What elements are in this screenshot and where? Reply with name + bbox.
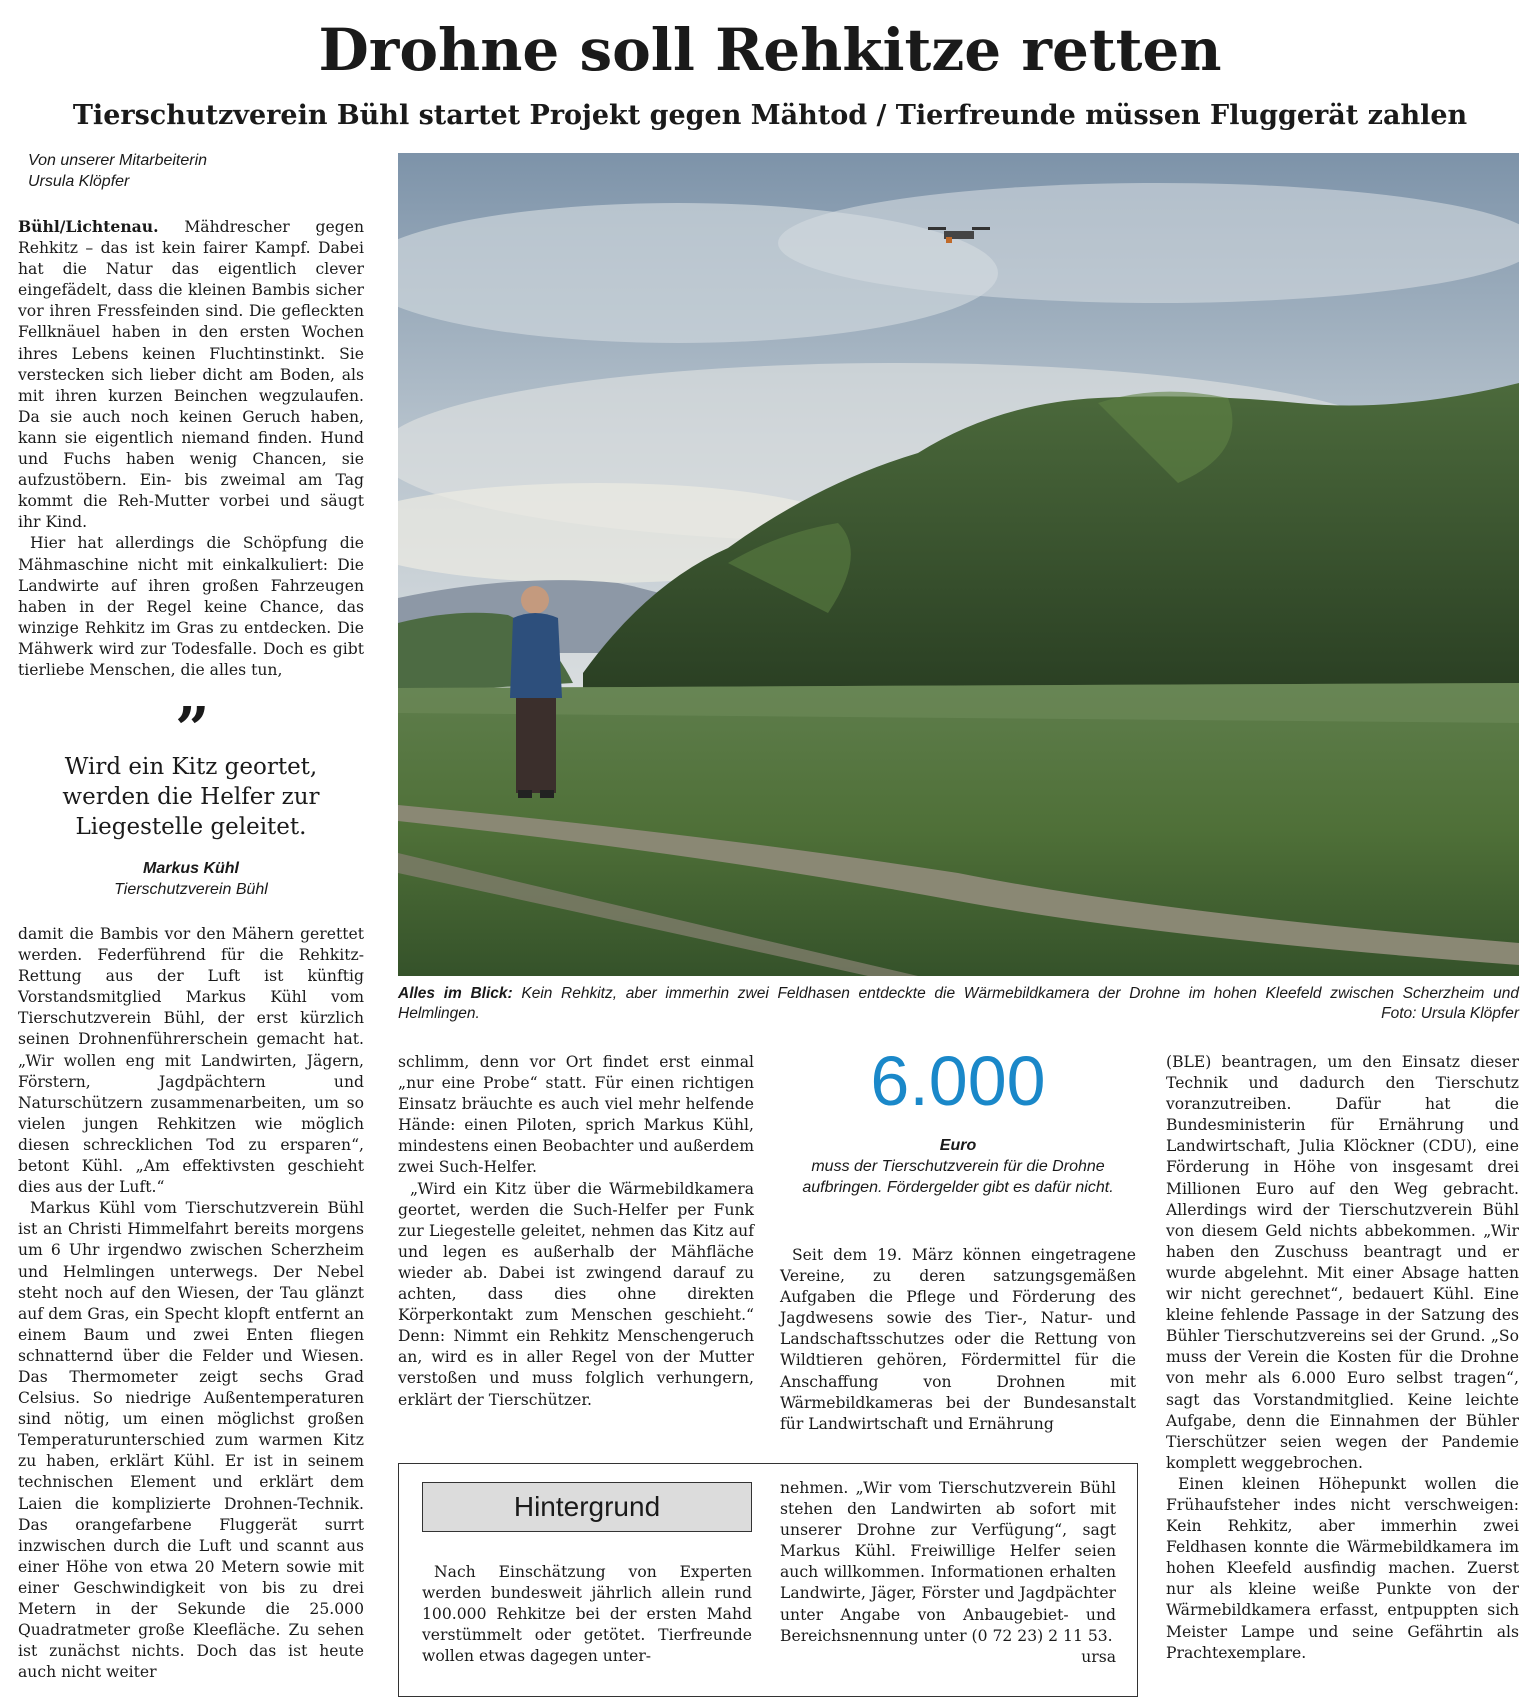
- article-paragraph: [18, 216, 364, 533]
- background-box-left-text: [422, 1562, 752, 1667]
- article-column-2: [398, 1052, 754, 1411]
- subheadline: Tierschutzverein Bühl startet Projekt gegen Mähtod / Tierfreunde müssen Fluggerät zahlen: [72, 100, 1468, 131]
- article-paragraph: Nach Einschätzung von Experten werden bundesweit jährlich allein rund 100.000 Rehkitze bei der ersten Mahd verstümmelt oder getötet. Tierfreunde wollen etwas dagegen unter-: [422, 1563, 752, 1666]
- article-column-3: [780, 1245, 1136, 1435]
- caption-lead: Alles im Blick:: [398, 985, 513, 1002]
- quote-mark: ”: [175, 695, 210, 765]
- article-column-4: [1166, 1052, 1519, 1664]
- article-paragraph: Hier hat allerdings die Schöpfung die Mähmaschine nicht mit einkalkuliert: Die Landwirte auf ihren großen Fahrzeugen haben in der Regel keine Chance, das winzige Rehkitz im Gras zu entdecken. Die Mähwerk wird zur Todesfalle. Doch es gibt tierliebe Menschen, die alles tun,: [18, 534, 364, 679]
- byline-author: Ursula Klöpfer: [28, 173, 130, 190]
- article-column-1-top: [18, 216, 364, 681]
- byline-role: Von unserer Mitarbeiterin: [28, 152, 208, 169]
- quote-affiliation: Tierschutzverein Bühl: [114, 881, 268, 898]
- fact-number: 6.000: [870, 1042, 1046, 1120]
- article-paragraph: „Wird ein Kitz über die Wärmebildkamera geortet, werden die Such-Helfer per Funk zur Liegestelle geleitet, nehmen das Kitz auf und legen es außerhalb der Mähfläche wieder ab. Dabei ist zwingend darauf zu achten, dass dies ohne direkten Körperkontakt zum Menschen geschieht.“ Denn: Nimmt ein Rehkitz Menschengeruch an, wird es in aller Regel von der Mutter verstoßen und muss folglich verhungern, erklärt der Tierschützer.: [398, 1179, 754, 1409]
- background-box-right-text: [780, 1478, 1116, 1668]
- person-silhouette: [510, 586, 562, 798]
- caption-text: Kein Rehkitz, aber immerhin zwei Feldhasen entdeckte die Wärmebildkamera der Drohne im hohen Kleefeld zwischen Scherzheim und Helmlingen.: [398, 985, 1519, 1022]
- background-box-title: Hintergrund: [422, 1482, 752, 1532]
- article-paragraph: schlimm, denn vor Ort findet erst einmal „nur eine Probe“ statt. Für einen richtigen Einsatz bräuchte es auch viel mehr helfende Hände: einen Piloten, sprich Markus Kühl, mindestens einen Beobachter und außerdem zwei Such-Helfer.: [398, 1053, 754, 1177]
- fact-text: muss der Tierschutzverein für die Drohne aufbringen. Fördergelder gibt es dafür nicht.: [802, 1158, 1114, 1196]
- article-paragraph: Einen kleinen Höhepunkt wollen die Frühaufsteher indes nicht verschweigen: Kein Rehkitz, aber immerhin zwei Feldhasen konnte die Wärmebildkamera im hohen Kleefeld ausfindig machen. Zuerst nur als kleine weiße Punkte von der Wärmebildkamera erfasst, entpuppten sich Meister Lampe und seine Gefährtin als Prachtexemplare.: [1166, 1474, 1519, 1662]
- dateline: Bühl/Lichtenau.: [18, 217, 159, 236]
- article-column-1-bottom: [18, 924, 364, 1683]
- article-paragraph: (BLE) beantragen, um den Einsatz dieser Technik und dadurch den Tierschutz voranzutreiben. Dafür hat die Bundesministerin für Ernährung und Landwirtschaft, Julia Klöckner (CDU), eine Förderung in Höhe von insgesamt drei Millionen Euro auf den Weg gebracht. Allerdings wird der Tierschutzverein Bühl von diesem Geld nichts abbekommen. „Wir haben den Zuschuss beantragt und er wurde abgelehnt. Mit einer Absage hatten wir nicht gerechnet“, bedauert Kühl. Eine kleine fehlende Passage in der Satzung des Bühler Tierschutzvereins sei der Grund. „So muss der Verein die Kosten für die Drohne von mehr als 6.000 Euro selbst tragen“, sagt das Vorstandmitglied. Keine leichte Aufgabe, denn die Einnahmen der Bühler Tierschützer seien wegen der Pandemie komplett weggebrochen.: [1166, 1053, 1519, 1472]
- quote-author: Markus Kühl: [142, 860, 239, 877]
- photo-credit: Foto: Ursula Klöpfer: [1381, 1005, 1519, 1022]
- article-paragraph: Seit dem 19. März können eingetragene Vereine, zu deren satzungsgemäßen Aufgaben die Pflege und Förderung des Jagdwesens sowie des Tier-, Natur- und Landschaftsschutzes oder die Rettung von Wildtieren gehören, Fördermittel für die Anschaffung von Drohnen mit Wärmebildkameras bei der Bundesanstalt für Landwirtschaft und Ernährung: [780, 1246, 1136, 1433]
- quote-attribution: [18, 858, 364, 900]
- headline: Drohne soll Rehkitze retten: [318, 16, 1222, 84]
- article-paragraph: damit die Bambis vor den Mähern gerettet werden. Federführend für die Rehkitz-Rettung aus der Luft ist künftig Vorstandsmitglied Markus Kühl vom Tierschutzverein Bühl, der erst kürzlich seinen Drohnenführerschein gemacht hat. „Wir wollen eng mit Landwirten, Jägern, Förstern, Jagdpächtern und Naturschützern zusammenarbeiten, um so vielen jungen Rehkitzen wie möglich diesen schrecklichen Tod zu ersparen“, betont Kühl. „Am effektivsten geschieht dies aus der Luft.“: [18, 925, 364, 1197]
- lead-text: Mähdrescher gegen Rehkitz – das ist kein fairer Kampf. Dabei hat die Natur das eigentlich clever eingefädelt, dass die kleinen Bambis sicher vor ihren Fressfeinden sind. Die gefleckten Fellknäuel haben in den ersten Wochen ihres Lebens keinen Fluchtinstinkt. Sie verstecken sich lieber dicht am Boden, als mit ihren kurzen Beinchen wegzulaufen. Da sie auch noch keinen Geruch haben, kann sie eigentlich niemand finden. Hund und Fuchs haben wenig Chancen, sie aufzustöbern. Ein- bis zweimal am Tag kommt die Reh-Mutter vorbei und säugt ihr Kind.: [18, 218, 364, 532]
- fact-unit: Euro: [939, 1137, 977, 1154]
- author-signature: ursa: [1081, 1647, 1116, 1666]
- pull-quote: Wird ein Kitz geortet, werden die Helfer zur Liegestelle geleitet.: [62, 754, 320, 840]
- background-box-right-body: nehmen. „Wir vom Tierschutzverein Bühl stehen den Landwirten ab sofort mit unserer Drohne zur Verfügung“, sagt Markus Kühl. Freiwillige Helfer seien auch willkommen. Informationen erhalten Landwirte, Jäger, Förster und Jagdpächter unter Angabe von Anbaugebiet- und Bereichsnennung unter (0 72 23) 2 11 53.: [780, 1479, 1116, 1645]
- article-paragraph: [780, 1478, 1116, 1666]
- field-photo: [398, 153, 1519, 976]
- photo-caption: [398, 984, 1519, 1024]
- article-paragraph: Markus Kühl vom Tierschutzverein Bühl ist an Christi Himmelfahrt bereits morgens um 6 Uhr irgendwo zwischen Scherzheim und Helmlingen unterwegs. Der Nebel steht noch auf den Wiesen, der Tau glänzt auf dem Gras, ein Specht klopft entfernt an einem Baum und zwei Enten fliegen schnatternd über die Felder und Wiesen. Das Thermometer zeigt sechs Grad Celsius. So niedrige Außentemperaturen sind nötig, um einen möglichst großen Temperaturunterschied zum warmen Kitz zu haben, erklärt Kühl. Er ist in seinem technischen Element und erklärt dem Laien die komplizierte Drohnen-Technik. Das orangefarbene Fluggerät surrt inzwischen durch die Luft und scannt aus einer Höhe von etwa 20 Metern sowie mit einer Geschwindigkeit von bis zu drei Metern in der Sekunde die 25.000 Quadratmeter große Kleefläche. Zu sehen ist zunächst nichts. Doch das ist heute auch nicht weiter: [18, 1199, 364, 1682]
- byline: [28, 150, 207, 192]
